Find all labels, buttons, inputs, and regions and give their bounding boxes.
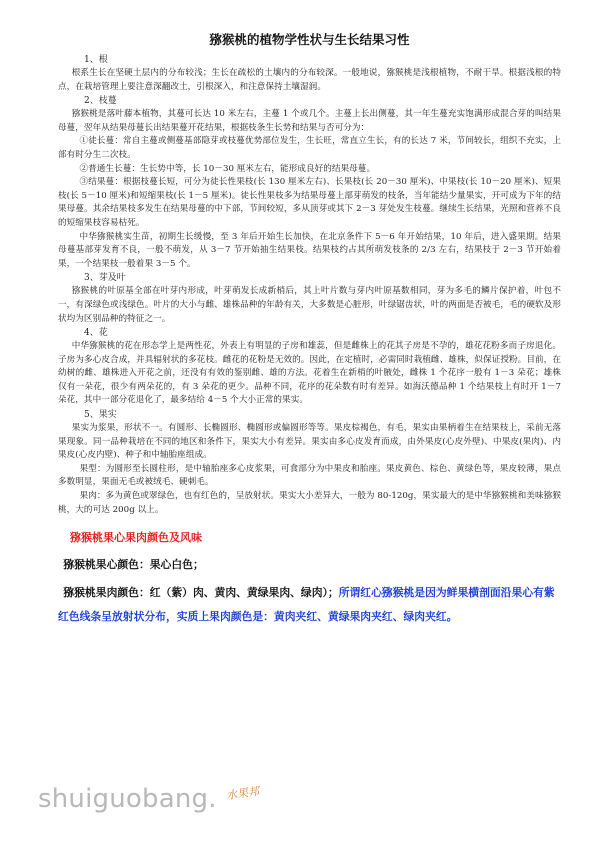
core-color-line: 猕猴桃果心颜色：果心白色； <box>63 558 204 572</box>
section-heading-vine: 2、枝蔓 <box>84 96 117 107</box>
highlight-heading: 猕猴桃果心果肉颜色及风味 <box>70 531 202 545</box>
paragraph-root: 根系生长在坚硬土层内的分布较浅；生长在疏松的土壤内的分布较深。一般地说，猕猴桃是浅根植物，不耐干旱。根据浅根的特点，在栽培管理上要注意深翻改土，引根深入，和注意保持土壤湿润。 <box>58 68 561 92</box>
paragraph-flower: 中华猕猴桃的花在形态学上是两性花，外表上有明显的子房和雄蕊，但是雌株上的花其子房是不孕的，雄花花粉多而子房退化。子房为多心皮合成，并具辐射状的多花枝。雌花的花粉是无效的。因此，在定植时，必需同时栽植雌、雄株，似保证授粉。目前，在幼树的雌、雄株进入开花之前，还没有有效的鉴别雌、雄的方法。花着生在新梢的叶腋处，雌株 1 个花序一般有 1－3 朵花；雄株仅有一朵花，很少有两朵花的，有 3 朵花的更少。品种不同，花序的花朵数有时有差异。如海沃德品种 1 个结果枝上有时开 1－7 朵花，其中一部分花退化了，最多结给 4－5 个大小正常的果实。 <box>58 341 561 406</box>
document-page <box>58 30 561 629</box>
paragraph-vine-seedling: 中华猕猴桃实生苗，初期生长缓慢，至 3 年后开始生长加快，在北京条件下 5－6 年开始结果，10 年后，进入盛果期。结果母蔓基部芽发育不良，一般不萌发，从 3－7 节开始抽生结果枝。结果枝约占其所萌发枝条的 2/3 左右，结果枝于 2－3 节开始着果，一个结果枝一般着果 3－5 个。 <box>58 231 561 269</box>
paragraph-vine-fruiting: ③结果蔓：根据枝蔓长短，可分为徒长性果枝(长 130 厘米左右)、长果枝(长 20－30 厘米)、中果枝(长 10－20 厘米)、短果枝(长 5－10 厘米)和短缩果枝(长 1－5 厘米)。徒长性果枝多为结果母蔓上部芽萌发的枝条，当年能结少量果实，开可成为下年的结果母蔓。其余结果枝多发生在结果母蔓的中下部，节间较短，多从顶芽或其下 2－3 芽处发生枝蔓。继续生长结果，光照和营养不良的短缩果枝容易枯死。 <box>58 177 561 228</box>
paragraph-fruit-flesh: 果肉：多为黄色或翠绿色，也有红色的，呈放射状。果实大小差异大，一般为 80-120g，果实最大的是中华猕猴桃和美味猕猴桃，大的可达 200g 以上。 <box>58 491 561 515</box>
section-heading-bud-leaf: 3、芽及叶 <box>84 273 126 284</box>
paragraph-fruit-shape: 果型：为圆形至长圆柱形，是中轴胎座多心皮浆果，可食部分为中果皮和胎座。果皮黄色、棕色、黄绿色等，果皮较薄，果点多数明显，果面无毛或被绒毛、硬刺毛。 <box>58 463 561 488</box>
paragraph-vine-normal: ②普通生长蔓：生长势中等，长 10－30 厘米左右，能形成良好的结果母蔓。 <box>79 163 376 174</box>
flesh-color-note: 所谓红心猕猴桃是因为鲜果横剖面沿果心有紫红色线条呈放射状分布，实质上果肉颜色是：黄肉夹红、黄绿果肉夹红、绿肉夹红。 <box>58 586 555 624</box>
paragraph-vine-intro: 猕猴桃是落叶藤本植物，其蔓可长达 10 米左右，主蔓 1 个或几个。主蔓上长出侧蔓，其一年生蔓充实饱满形成混合芽的叫结果母蔓，翌年从结果母蔓长出结果蔓开花结果，根据枝条生长势和结果与否可分为： <box>58 109 561 133</box>
section-heading-root: 1、根 <box>84 55 108 65</box>
flesh-color-label: 猕猴桃果肉颜色：红（紫）肉、黄肉、黄绿果肉、绿肉）； <box>63 586 339 600</box>
site-watermark-logo: 水果邦 <box>225 784 260 803</box>
site-watermark: shuiguobang. <box>38 784 217 814</box>
document-title: 猕猴桃的植物学性状与生长结果习性 <box>209 32 410 47</box>
flesh-color-line <box>58 581 561 629</box>
paragraph-bud-leaf: 猕猴桃的叶原基全部在叶芽内形成，叶芽萌发长成新梢后，其上叶片数与芽内叶原基数相同，芽为多毛的鳞片保护着，叶包不一，有深绿色或浅绿色。叶片的大小与雌、雄株品种的年龄有关，大多数是心脏形，叶绿锯齿状，叶的两面是否被毛，毛的硬软及形状均为区别品种的特征之一。 <box>58 286 561 324</box>
paragraph-fruit: 果实为浆果，形状不一。有圆形、长椭圆形、椭圆形或偏圆形等等。果皮棕褐色，有毛，果实由果柄着生在结果枝上，采前无落果现象。同一品种栽培在不同的地区和条件下，果实大小有差异。果实由多心皮发育而成，由外果皮(心皮外壁)、中果皮(果肉)、内果皮(心皮内壁)、种子和中轴胎座组成。 <box>58 423 561 461</box>
section-heading-flower: 4、花 <box>84 328 108 339</box>
paragraph-vine-vigorous: ①徒长蔓：常自主蔓或侧蔓基部隐芽或枝蔓优势部位发生，生长旺，常直立生长，有的长达 7 米，节间较长，组织不充实，上部有时分生二次枝。 <box>58 136 561 160</box>
section-heading-fruit: 5、果实 <box>84 410 117 421</box>
